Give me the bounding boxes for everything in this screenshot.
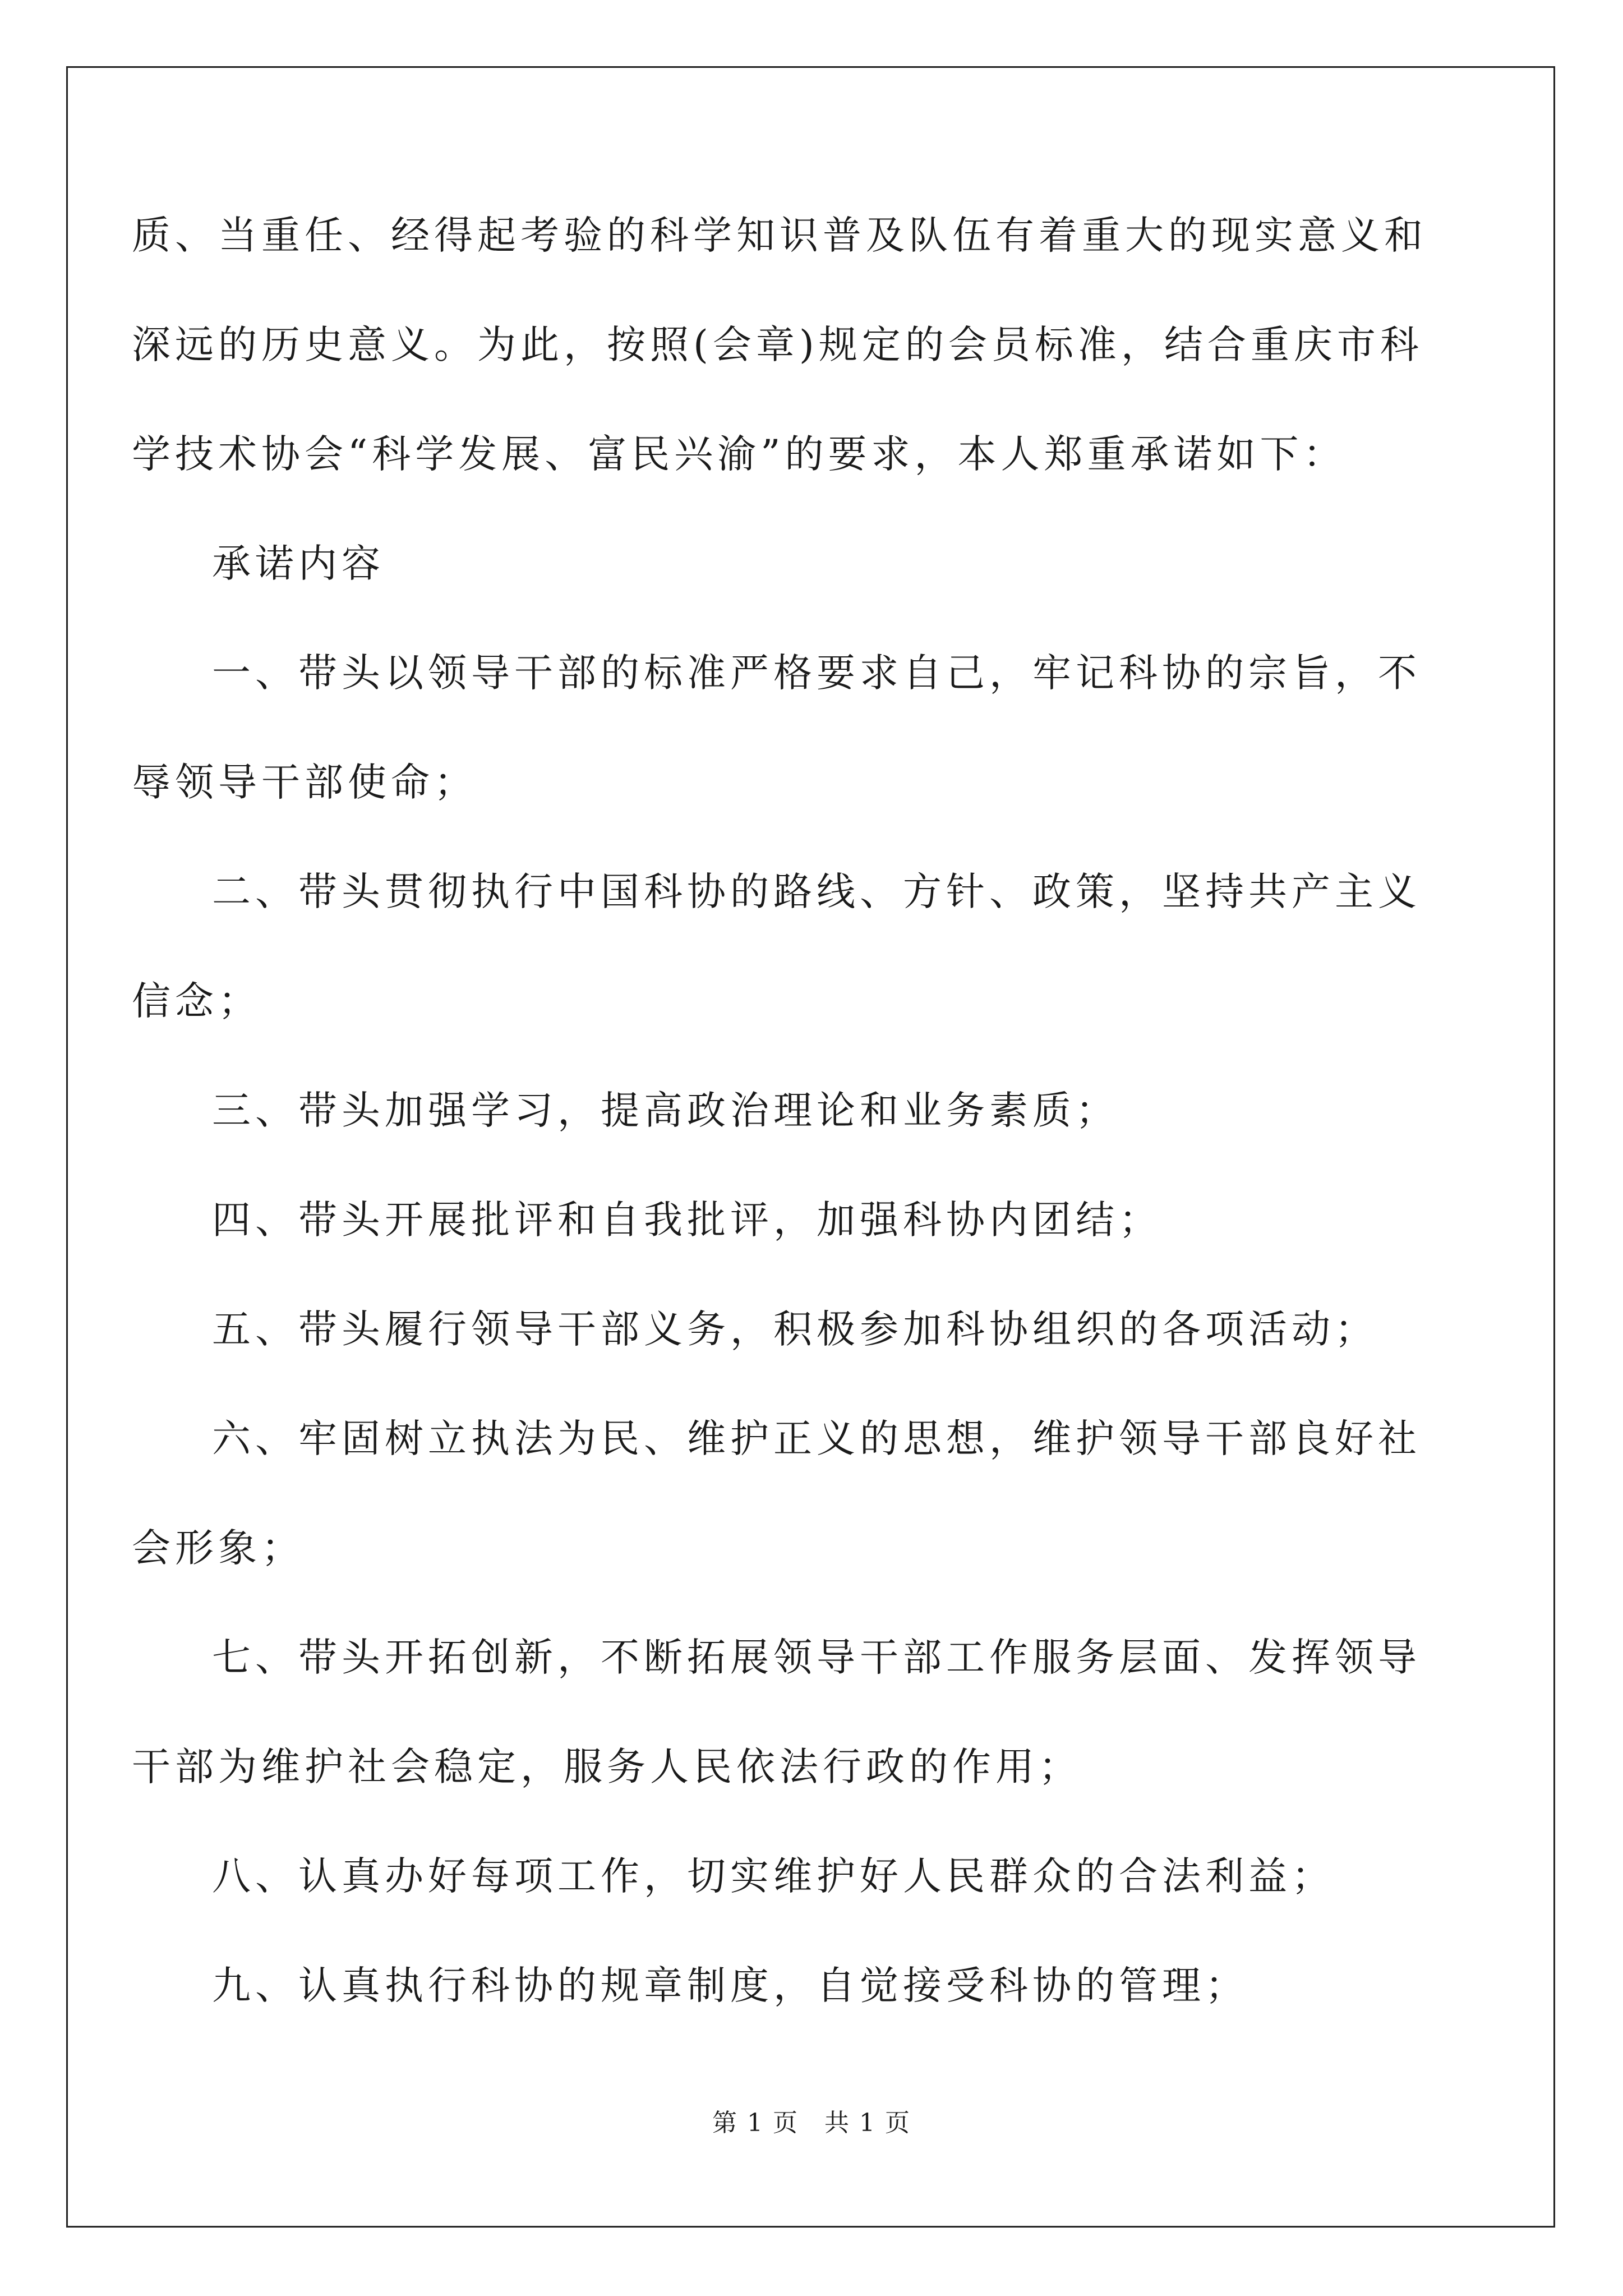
text-line-14: 七、带头开拓创新，不断拓展领导干部工作服务层面、发挥领导 <box>212 1635 1421 1680</box>
text-line-7: 二、带头贯彻执行中国科协的路线、方针、政策，坚持共产主义 <box>212 869 1421 914</box>
text-line-17: 九、认真执行科协的规章制度，自觉接受科协的管理； <box>212 1963 1248 2008</box>
text-line-10: 四、带头开展批评和自我批评，加强科协内团结； <box>212 1198 1162 1243</box>
section-heading: 承诺内容 <box>212 541 385 586</box>
text-line-11: 五、带头履行领导干部义务，积极参加科协组织的各项活动； <box>212 1307 1378 1352</box>
text-line-6: 辱领导干部使命； <box>132 760 477 805</box>
text-line-5: 一、带头以领导干部的标准严格要求自己，牢记科协的宗旨，不 <box>212 651 1421 696</box>
text-line-15: 干部为维护社会稳定，服务人民依法行政的作用； <box>132 1745 1082 1789</box>
text-line-8: 信念； <box>132 979 261 1024</box>
text-line-3: 学技术协会“科学发展、富民兴渝”的要求，本人郑重承诺如下： <box>132 432 1347 477</box>
text-line-2: 深远的历史意义。为此，按照(会章)规定的会员标准，结合重庆市科 <box>132 323 1423 367</box>
text-line-12: 六、牢固树立执法为民、维护正义的思想，维护领导干部良好社 <box>212 1416 1421 1461</box>
text-line-1: 质、当重任、经得起考验的科学知识普及队伍有着重大的现实意义和 <box>132 213 1427 258</box>
text-line-9: 三、带头加强学习，提高政治理论和业务素质； <box>212 1088 1119 1133</box>
text-line-13: 会形象； <box>132 1526 305 1571</box>
text-line-16: 八、认真办好每项工作，切实维护好人民群众的合法利益； <box>212 1854 1335 1899</box>
page-number-footer: 第 1 页 共 1 页 <box>712 2109 911 2137</box>
page-frame <box>66 66 1555 2228</box>
